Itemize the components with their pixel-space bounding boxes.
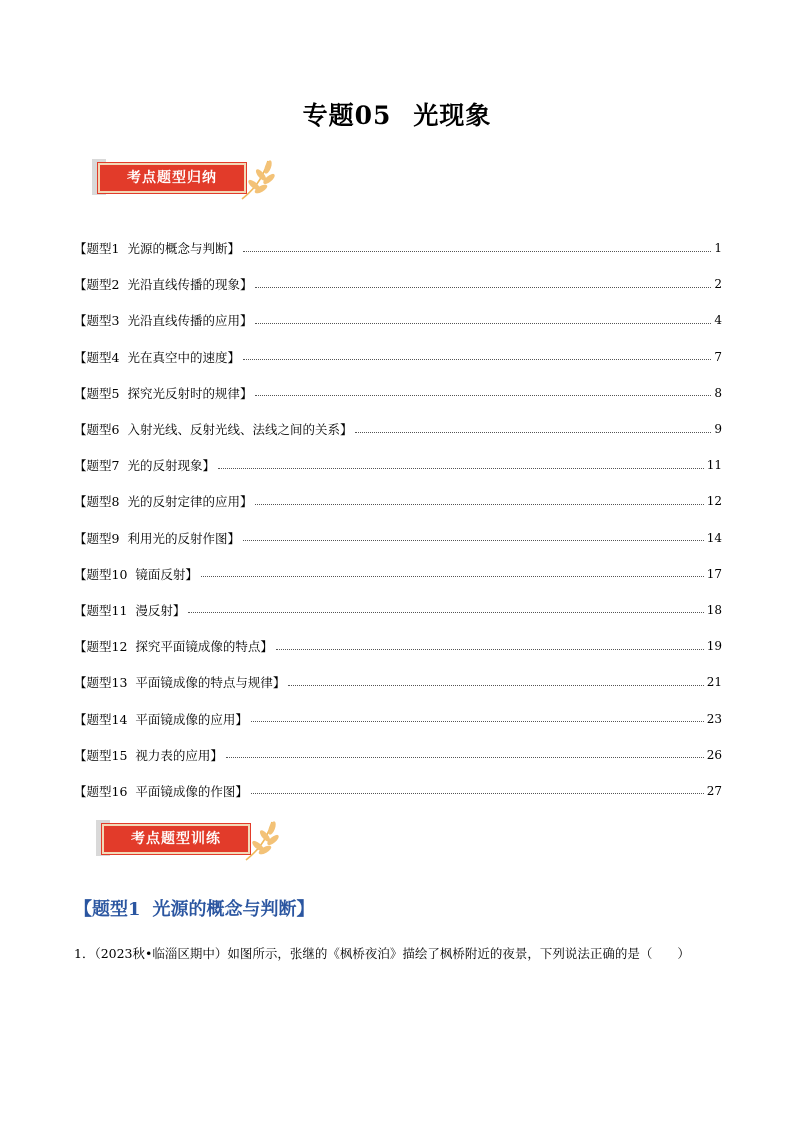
toc-text: 探究光反射时的规律】: [127, 385, 253, 401]
toc-page: 8: [714, 385, 722, 400]
toc-leader: [355, 432, 711, 433]
toc-row[interactable]: [74, 266, 722, 302]
toc-row[interactable]: [74, 230, 722, 266]
toc-row[interactable]: [74, 302, 722, 338]
toc-label[interactable]: [74, 239, 240, 257]
toc-text: 平面镜成像的作图】: [135, 783, 248, 799]
toc-number: 【题型4: [74, 349, 120, 365]
toc-number: 【题型11: [74, 602, 128, 618]
toc-row[interactable]: [74, 483, 722, 519]
toc-row[interactable]: [74, 664, 722, 700]
toc-leader: [255, 395, 711, 396]
toc-number: 【题型13: [74, 675, 128, 691]
toc-page: 9: [714, 422, 722, 437]
banner-label: 考点题型训练: [131, 831, 221, 847]
toc-text: 光在真空中的速度】: [127, 349, 240, 365]
toc-leader: [243, 251, 711, 252]
toc-label[interactable]: [74, 420, 352, 438]
toc-number: 【题型8: [74, 494, 120, 510]
toc-label[interactable]: [74, 601, 185, 619]
question-1: 1．（2023秋•临淄区期中）如图所示，张继的《枫桥夜泊》描绘了枫桥附近的夜景，下列说法正确的是（ ）: [74, 946, 690, 961]
toc-text: 视力表的应用】: [135, 747, 223, 763]
toc-label[interactable]: [74, 348, 240, 366]
toc-number: 【题型5: [74, 385, 120, 401]
toc-page: 18: [706, 602, 722, 617]
wheat-leaf-icon: [234, 157, 280, 201]
toc-text: 漫反射】: [135, 602, 186, 618]
toc-leader: [201, 576, 704, 577]
toc-text: 平面镜成像的特点与规律】: [135, 675, 286, 691]
toc-text: 光沿直线传播的应用】: [127, 313, 253, 329]
toc-leader: [276, 649, 704, 650]
toc-row[interactable]: [74, 737, 722, 773]
toc-leader: [255, 323, 711, 324]
toc-number: 【题型1: [74, 241, 120, 257]
toc-leader: [243, 359, 711, 360]
toc-row[interactable]: [74, 411, 722, 447]
page-title: [0, 96, 794, 132]
toc-page: 19: [706, 639, 722, 654]
section-heading: [74, 895, 315, 921]
toc-text: 光的反射现象】: [127, 458, 215, 474]
toc-page: 27: [706, 783, 722, 798]
toc-number: 【题型14: [74, 711, 128, 727]
toc-label[interactable]: [74, 492, 252, 510]
toc-number: 【题型16: [74, 783, 128, 799]
section-number: 【题型1: [74, 899, 141, 920]
title-topic: 光现象: [413, 101, 492, 130]
toc-page: 11: [706, 458, 722, 473]
toc-number: 【题型6: [74, 422, 120, 438]
toc-leader: [226, 757, 704, 758]
toc-row[interactable]: [74, 447, 722, 483]
toc-label[interactable]: [74, 746, 223, 764]
toc-leader: [255, 504, 703, 505]
banner-plate: [102, 824, 250, 854]
toc-row[interactable]: [74, 592, 722, 628]
toc-label[interactable]: [74, 565, 198, 583]
toc-row[interactable]: [74, 773, 722, 809]
toc-row[interactable]: [74, 556, 722, 592]
toc-label[interactable]: [74, 710, 248, 728]
toc-number: 【题型9: [74, 530, 120, 546]
toc-label[interactable]: [74, 782, 248, 800]
toc-number: 【题型3: [74, 313, 120, 329]
toc-leader: [218, 468, 704, 469]
toc-leader: [243, 540, 704, 541]
toc-label[interactable]: [74, 673, 285, 691]
toc-leader: [288, 685, 703, 686]
toc-text: 入射光线、反射光线、法线之间的关系】: [127, 422, 353, 438]
toc-page: 14: [706, 530, 722, 545]
toc-row[interactable]: [74, 375, 722, 411]
toc-page: 4: [714, 313, 722, 328]
toc-page: 23: [706, 711, 722, 726]
toc-row[interactable]: [74, 700, 722, 736]
toc-text: 利用光的反射作图】: [127, 530, 240, 546]
banner-plate: [98, 163, 246, 193]
wheat-leaf-icon: [238, 818, 284, 862]
summary-banner: [92, 155, 280, 203]
banner-label: 考点题型归纳: [127, 170, 217, 186]
toc-number: 【题型2: [74, 277, 120, 293]
toc-text: 平面镜成像的应用】: [135, 711, 248, 727]
toc-number: 【题型10: [74, 566, 128, 582]
training-banner: [96, 816, 284, 864]
toc-label[interactable]: [74, 311, 252, 329]
toc-page: 12: [706, 494, 722, 509]
toc-text: 镜面反射】: [135, 566, 198, 582]
toc-number: 【题型15: [74, 747, 128, 763]
toc-label[interactable]: [74, 529, 240, 547]
toc-row[interactable]: [74, 520, 722, 556]
toc-text: 光沿直线传播的现象】: [127, 277, 253, 293]
toc-row[interactable]: [74, 628, 722, 664]
toc-text: 光的反射定律的应用】: [127, 494, 253, 510]
toc-leader: [188, 612, 703, 613]
toc-label[interactable]: [74, 384, 252, 402]
toc-leader: [251, 793, 704, 794]
toc-page: 1: [714, 241, 722, 256]
toc-label[interactable]: [74, 456, 215, 474]
toc-leader: [251, 721, 704, 722]
section-title: 光源的概念与判断】: [152, 899, 315, 920]
toc-text: 光源的概念与判断】: [127, 241, 240, 257]
toc-row[interactable]: [74, 339, 722, 375]
toc-page: 7: [714, 349, 722, 364]
toc-page: 21: [706, 675, 722, 690]
toc-page: 17: [706, 566, 722, 581]
title-number: 专题05: [302, 101, 392, 130]
toc-page: 26: [706, 747, 722, 762]
toc-text: 探究平面镜成像的特点】: [135, 639, 273, 655]
toc-number: 【题型7: [74, 458, 120, 474]
table-of-contents: [74, 230, 722, 809]
toc-label[interactable]: [74, 637, 273, 655]
toc-leader: [255, 287, 711, 288]
toc-label[interactable]: [74, 275, 252, 293]
toc-number: 【题型12: [74, 639, 128, 655]
toc-page: 2: [714, 277, 722, 292]
